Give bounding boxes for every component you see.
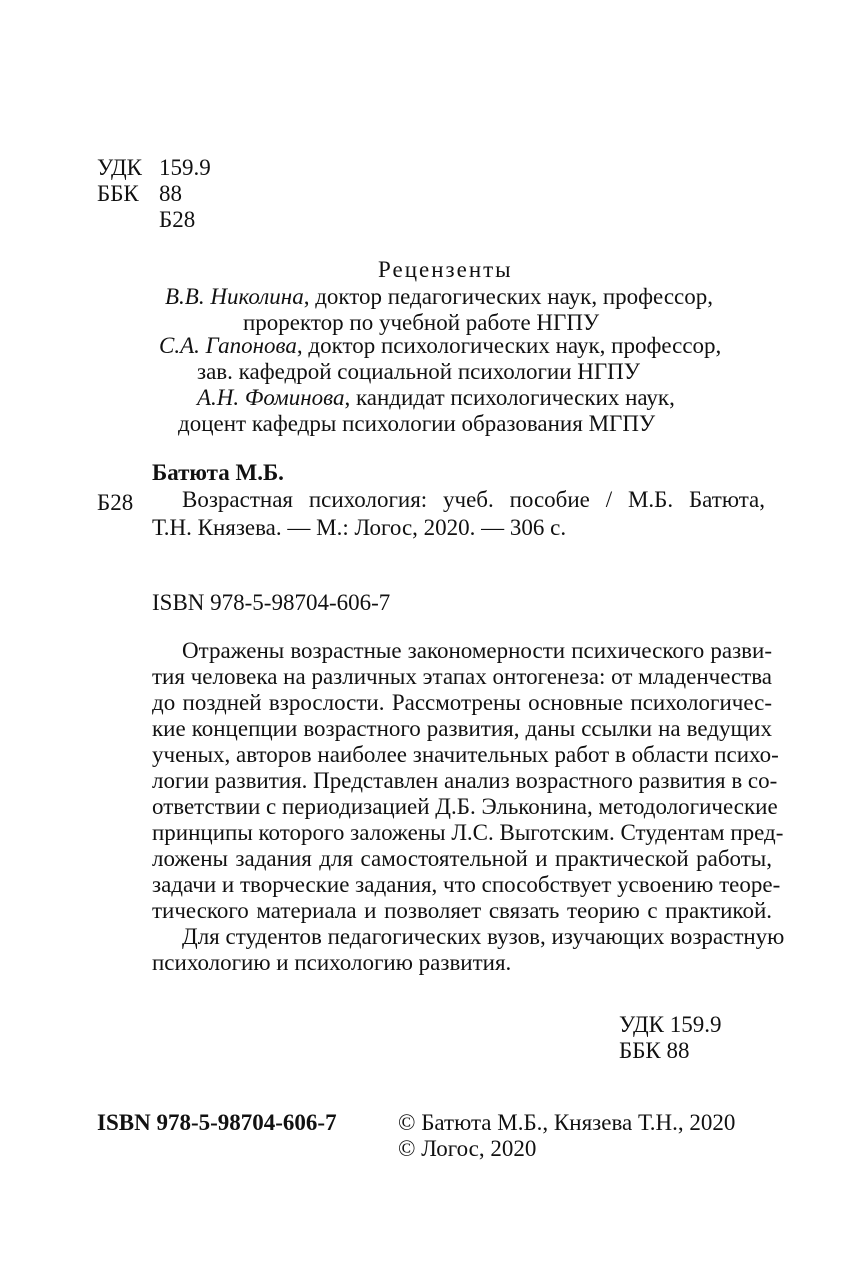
reviewers-title: Рецензенты	[378, 257, 513, 282]
annotation-line: Для студентов педагогических вузов, изучающих возрастную	[182, 924, 785, 949]
bbk-value: 88	[159, 181, 182, 206]
annotation-line: Отражены возрастные закономерности психического разви-	[182, 638, 772, 663]
udk-bottom: УДК 159.9	[619, 1012, 722, 1037]
copyright-authors: © Батюта М.Б., Князева Т.Н., 2020	[398, 1110, 736, 1135]
footer-isbn: ISBN 978-5-98704-606-7	[97, 1110, 337, 1135]
annotation-line: логии развития. Представлен анализ возрастного развития в со-	[152, 768, 778, 793]
reviewer-2-line2: зав. кафедрой социальной психологии НГПУ	[197, 359, 641, 384]
bbk-label: ББК	[97, 181, 139, 206]
reviewer-3	[197, 385, 675, 411]
annotation-line: психологию и психологию развития.	[152, 950, 512, 975]
annotation-line: тия человека на различных этапах онтогенеза: от младенчества	[152, 664, 772, 689]
reviewer-1	[165, 284, 713, 310]
udk-label: УДК	[97, 155, 142, 180]
annotation-line: ложены задания для самостоятельной и практической работы,	[152, 846, 772, 871]
reviewer-1-line2: проректор по учебной работе НГПУ	[243, 310, 600, 335]
reviewer-3-line2: доцент кафедры психологии образования МГПУ	[178, 411, 656, 436]
udk-value: 159.9	[159, 155, 211, 180]
reviewer-name: А.Н. Фоминова	[197, 385, 345, 410]
annotation-line: принципы которого заложены Л.С. Выготским. Студентам пред-	[152, 820, 784, 845]
reviewer-desc: , доктор педагогических наук, профессор,	[303, 284, 713, 309]
annotation-line: тического материала и позволяет связать теорию с практикой.	[152, 898, 772, 923]
annotation-line: ответствии с периодизацией Д.Б. Эльконина, методологические	[152, 794, 778, 819]
annotation-line: ученых, авторов наиболее значительных работ в области психо-	[152, 742, 779, 767]
author-mark: Б28	[159, 207, 196, 232]
bib-mark: Б28	[97, 490, 134, 515]
bib-line-1: Возрастная психология: учеб. пособие / М.Б. Батюта,	[182, 487, 765, 512]
annotation-line: задачи и творческие задания, что способствует усвоению теоре-	[152, 872, 781, 897]
annotation-line: кие концепции возрастного развития, даны ссылки на ведущих	[152, 716, 772, 741]
reviewer-desc: , кандидат психологических наук,	[344, 385, 675, 410]
isbn-line: ISBN 978-5-98704-606-7	[152, 590, 391, 615]
reviewer-name: В.В. Николина	[165, 284, 304, 309]
copyright-publisher: © Логос, 2020	[398, 1136, 537, 1161]
reviewer-2	[159, 333, 721, 359]
bib-line-2: Т.Н. Князева. — М.: Логос, 2020. — 306 с.	[152, 515, 567, 540]
reviewer-desc: , доктор психологических наук, профессор,	[296, 333, 722, 358]
annotation-line: до поздней взрослости. Рассмотрены основные психологичес-	[152, 690, 772, 715]
author-heading: Батюта М.Б.	[152, 460, 284, 485]
bbk-bottom: ББК 88	[619, 1038, 690, 1063]
reviewer-name: С.А. Гапонова	[159, 333, 297, 358]
